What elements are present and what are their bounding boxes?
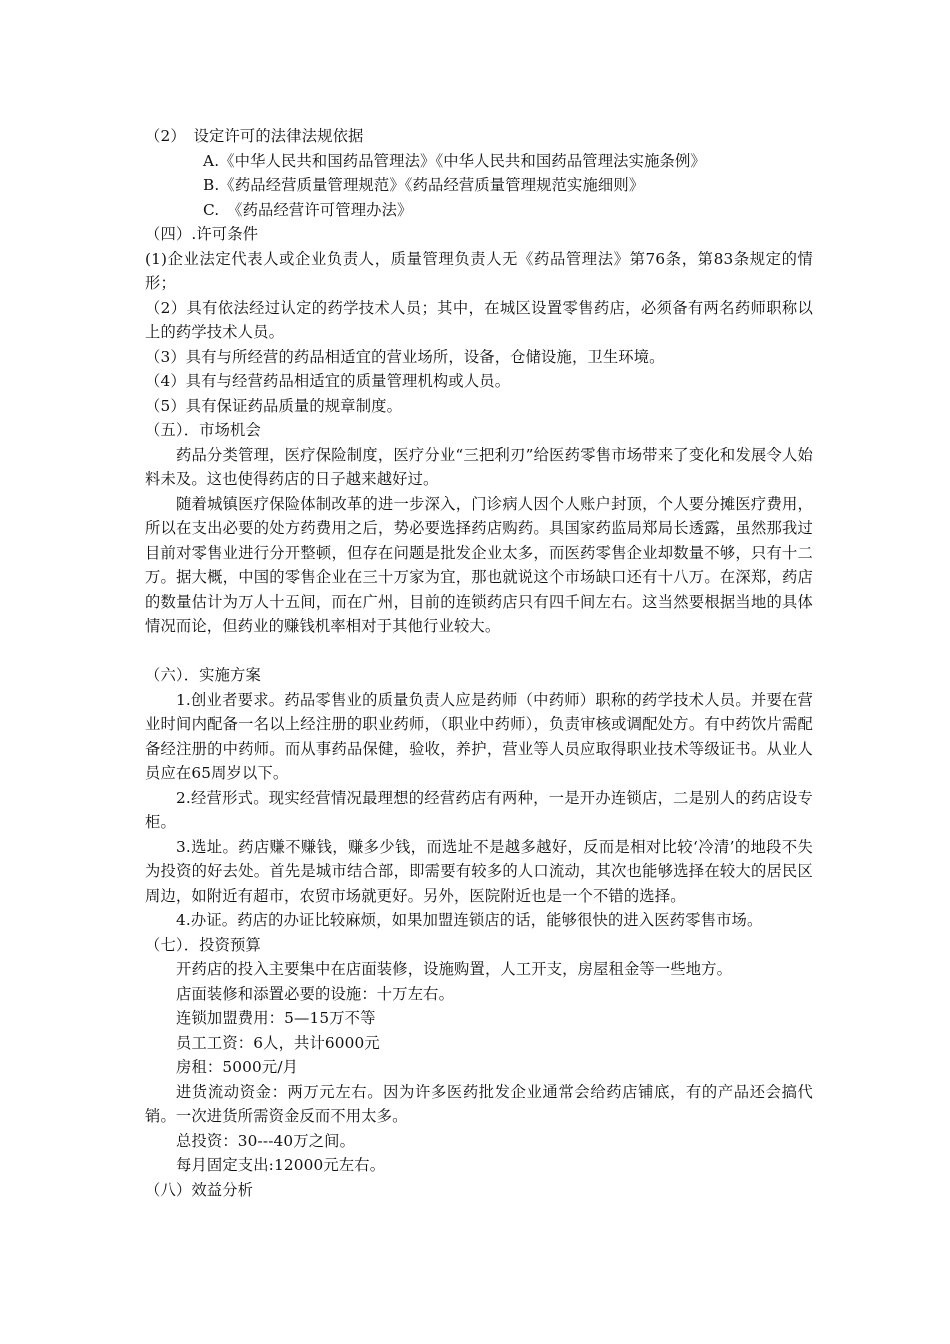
budget-rent: 房租：5000元/月 <box>176 1058 299 1076</box>
condition-3: （3）具有与所经营的药品相适宜的营业场所，设备，仓储设施，卫生环境。 <box>145 347 665 366</box>
budget-franchise: 连锁加盟费用：5—15万不等 <box>176 1009 376 1027</box>
document-body <box>145 124 813 1202</box>
condition-2: （2）具有依法经过认定的药学技术人员；其中，在城区设置零售药店，必须备有两名药师职称以上的药学技术人员。 <box>145 298 813 341</box>
condition-1: (1)企业法定代表人或企业负责人，质量管理负责人无《药品管理法》第76条，第83条规定的情形； <box>145 249 813 292</box>
budget-intro: 开药店的投入主要集中在店面装修，设施购置，人工开支，房屋租金等一些地方。 <box>176 960 733 978</box>
section-heading-4: （四）.许可条件 <box>145 225 259 243</box>
section-heading-8: （八）效益分析 <box>145 1180 254 1199</box>
plan-item-2: 2.经营形式。现实经营情况最理想的经营药店有两种，一是开办连锁店，二是别人的药店设专柜。 <box>145 788 813 831</box>
section-heading-7: （七）．投资预算 <box>145 935 261 954</box>
plan-item-1: 1.创业者要求。药品零售业的质量负责人应是药师（中药师）职称的药学技术人员。并要在营业时间内配备一名以上经注册的职业药师，（职业中药师），负责审核或调配处方。有中药饮片需配备经注册的中药师。而从事药品保健，验收，养护，营业等人员应取得职业技术等级证书。从业人员应在65周岁以下。 <box>145 690 813 782</box>
section-heading-5: （五）．市场机会 <box>145 421 261 439</box>
budget-salary: 员工工资：6人，共计6000元 <box>176 1033 380 1052</box>
blank-line <box>145 639 813 664</box>
condition-4: （4）具有与经营药品相适宜的质量管理机构或人员。 <box>145 372 511 390</box>
plan-item-3: 3.选址。药店赚不赚钱，赚多少钱，而选址不是越多越好，反而是相对比较‘冷清’的地段不失为投资的好去处。首先是城市结合部，即需要有较多的人口流动，其次也能够选择在较大的居民区周边，如附近有超市，农贸市场就更好。另外，医院附近也是一个不错的选择。 <box>145 837 813 905</box>
law-item-b: B.《药品经营质量管理规范》《药品经营质量管理规范实施细则》 <box>203 176 645 194</box>
plan-item-4: 4.办证。药店的办证比较麻烦，如果加盟连锁店的话，能够很快的进入医药零售市场。 <box>176 911 763 929</box>
budget-working-capital: 进货流动资金：两万元左右。因为许多医药批发企业通常会给药店铺底，有的产品还会搞代销。一次进货所需资金反而不用太多。 <box>145 1082 813 1125</box>
budget-monthly: 每月固定支出:12000元左右。 <box>176 1156 386 1174</box>
condition-5: （5）具有保证药品质量的规章制度。 <box>145 396 403 415</box>
law-item-a: A.《中华人民共和国药品管理法》《中华人民共和国药品管理法实施条例》 <box>203 151 706 170</box>
section-heading-6: （六）．实施方案 <box>145 666 261 684</box>
budget-total: 总投资：30---40万之间。 <box>176 1131 356 1150</box>
budget-renovation: 店面装修和添置必要的设施：十万左右。 <box>176 984 455 1003</box>
paragraph-market-2: 随着城镇医疗保险体制改革的进一步深入，门诊病人因个人账户封顶，个人要分摊医疗费用，所以在支出必要的处方药费用之后，势必要选择药店购药。具国家药监局郑局长透露，虽然那我过目前对零售业进行分开整顿，但存在问题是批发企业太多，而医药零售企业却数量不够，只有十二万。据大概，中国的零售企业在三十万家为宜，那也就说这个市场缺口还有十八万。在深郑，药店的数量估计为万人十五间，而在广州，目前的连锁药店只有四千间左右。这当然要根据当地的具体情况而论，但药业的赚钱机率相对于其他行业较大。 <box>145 494 813 635</box>
paragraph-market-1: 药品分类管理，医疗保险制度，医疗分业“三把利刃”给医药零售市场带来了变化和发展令人始料未及。这也使得药店的日子越来越好过。 <box>145 445 813 488</box>
law-item-c: C. 《药品经营许可管理办法》 <box>203 200 413 219</box>
heading-legal-basis: （2） 设定许可的法律法规依据 <box>145 127 364 145</box>
